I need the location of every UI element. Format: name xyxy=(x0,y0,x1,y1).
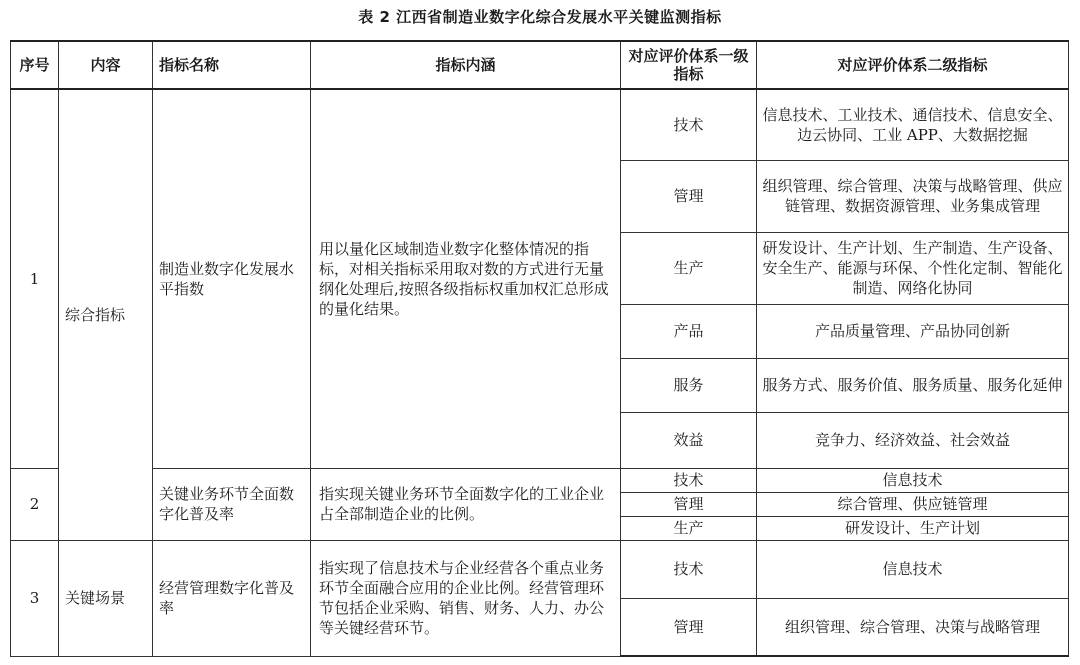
row1-l1-1: 管理 xyxy=(621,160,757,232)
row1-l1-5: 效益 xyxy=(621,412,757,468)
row2-seq: 2 xyxy=(11,468,59,540)
row2-l2-1: 综合管理、供应链管理 xyxy=(757,492,1069,516)
row1-l1-4: 服务 xyxy=(621,358,757,412)
row3-l2-1: 组织管理、综合管理、决策与战略管理 xyxy=(757,598,1069,656)
row3-l1-0: 技术 xyxy=(621,540,757,598)
header-seq: 序号 xyxy=(11,41,59,89)
header-level2: 对应评价体系二级指标 xyxy=(757,41,1069,89)
table-row xyxy=(11,540,1069,598)
row3-l1-1: 管理 xyxy=(621,598,757,656)
row3-content: 关键场景 xyxy=(59,540,153,656)
row1-l1-2: 生产 xyxy=(621,232,757,304)
header-content: 内容 xyxy=(59,41,153,89)
row1-l2-4: 服务方式、服务价值、服务质量、服务化延伸 xyxy=(757,358,1069,412)
row3-meaning: 指实现了信息技术与企业经营各个重点业务环节全面融合应用的企业比例。经营管理环节包括企业采购、销售、财务、人力、办公等关键经营环节。 xyxy=(311,540,621,656)
row1-l2-0: 信息技术、工业技术、通信技术、信息安全、边云协同、工业 APP、大数据挖掘 xyxy=(757,89,1069,160)
header-level1: 对应评价体系一级指标 xyxy=(621,41,757,89)
row1-name: 制造业数字化发展水平指数 xyxy=(153,89,311,468)
row3-l2-0: 信息技术 xyxy=(757,540,1069,598)
row1-l2-5: 竞争力、经济效益、社会效益 xyxy=(757,412,1069,468)
row1-l2-3: 产品质量管理、产品协同创新 xyxy=(757,304,1069,358)
header-meaning: 指标内涵 xyxy=(311,41,621,89)
table-header-row xyxy=(11,41,1069,89)
row3-seq: 3 xyxy=(11,540,59,656)
row1-l2-2: 研发设计、生产计划、生产制造、生产设备、安全生产、能源与环保、个性化定制、智能化制造、网络化协同 xyxy=(757,232,1069,304)
header-indicator-name: 指标名称 xyxy=(153,41,311,89)
row3-name: 经营管理数字化普及率 xyxy=(153,540,311,656)
row2-name: 关键业务环节全面数字化普及率 xyxy=(153,468,311,540)
table-caption: 表 2 江西省制造业数字化综合发展水平关键监测指标 xyxy=(358,8,722,26)
row1-l1-0: 技术 xyxy=(621,89,757,160)
row2-l1-1: 管理 xyxy=(621,492,757,516)
row2-l1-2: 生产 xyxy=(621,516,757,540)
row2-l2-2: 研发设计、生产计划 xyxy=(757,516,1069,540)
table-row xyxy=(11,468,1069,492)
row2-l1-0: 技术 xyxy=(621,468,757,492)
row2-l2-0: 信息技术 xyxy=(757,468,1069,492)
row1-l1-3: 产品 xyxy=(621,304,757,358)
table-row xyxy=(11,89,1069,160)
row1-l2-1: 组织管理、综合管理、决策与战略管理、供应链管理、数据资源管理、业务集成管理 xyxy=(757,160,1069,232)
row1-meaning: 用以量化区域制造业数字化整体情况的指标，对相关指标采用取对数的方式进行无量纲化处理后,按照各级指标权重加权汇总形成的量化结果。 xyxy=(311,89,621,468)
indicator-table xyxy=(10,40,1069,657)
row1-content: 综合指标 xyxy=(59,89,153,540)
row1-seq: 1 xyxy=(11,89,59,468)
row2-meaning: 指实现关键业务环节全面数字化的工业企业占全部制造企业的比例。 xyxy=(311,468,621,540)
